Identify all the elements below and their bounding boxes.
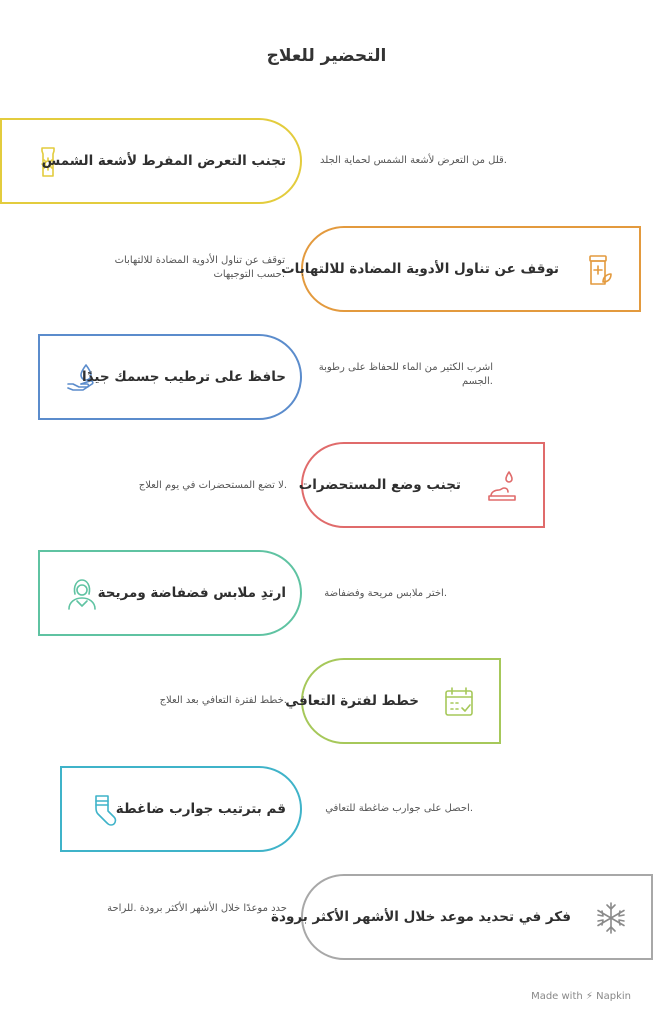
step-card-5 [38, 550, 302, 636]
snowflake-icon [593, 900, 629, 936]
step-label-4: تجنب وضع المستحضرات [298, 477, 461, 493]
step-label-3: حافظ على ترطيب جسمك جيدًا [81, 369, 286, 385]
step-desc-4: .لا تضع المستحضرات في يوم العلاج [138, 480, 287, 491]
person-icon [64, 576, 100, 612]
step-card-2 [281, 226, 641, 312]
made-with-label: Made with [531, 991, 583, 1002]
step-card-4 [298, 442, 545, 528]
step-desc-8: حدد موعدًا خلال الأشهر الأكثر برودة .للراحة [107, 903, 287, 914]
step-card-3 [38, 334, 302, 420]
napkin-logo-icon: ⚡ [585, 991, 593, 1002]
cream-icon [485, 468, 521, 504]
calendar-icon [441, 684, 477, 720]
napkin-brand: Napkin [596, 991, 631, 1002]
step-label-8: فكر في تحديد موعد خلال الأشهر الأكثر برودة [271, 909, 571, 925]
step-label-5: ارتدِ ملابس فضفاضة ومريحة [97, 585, 286, 601]
step-label-2: توقف عن تناول الأدوية المضادة للالتهابات [281, 261, 559, 277]
step-card-6 [285, 658, 501, 744]
medicine-jar-icon [581, 252, 617, 288]
step-card-8 [271, 874, 653, 960]
step-desc-5: .اختر ملابس مريحة وفضفاضة [324, 588, 447, 599]
step-card-7 [60, 766, 302, 852]
step-desc-6: .خطط لفترة التعافي بعد العلاج [159, 695, 287, 706]
step-desc-1: .قلل من التعرض لأشعة الشمس لحماية الجلد [319, 155, 507, 166]
step-label-1: تجنب التعرض المفرط لأشعة الشمس [41, 153, 286, 169]
step-label-6: خطط لفترة التعافي [285, 693, 419, 709]
step-label-7: قم بترتيب جوارب ضاغطة [115, 801, 286, 817]
page-title: التحضير للعلاج [266, 46, 387, 66]
step-desc-3: اشرب الكثير من الماء للحفاظ على رطوبة .الجسم [318, 362, 493, 387]
step-desc-7: .احصل على جوارب ضاغطة للتعافي [325, 803, 473, 814]
made-with-napkin[interactable] [531, 991, 631, 1002]
step-desc-2: توقف عن تناول الأدوية المضادة للالتهابات .حسب التوجيهات [114, 255, 285, 280]
step-card-1 [0, 118, 302, 204]
